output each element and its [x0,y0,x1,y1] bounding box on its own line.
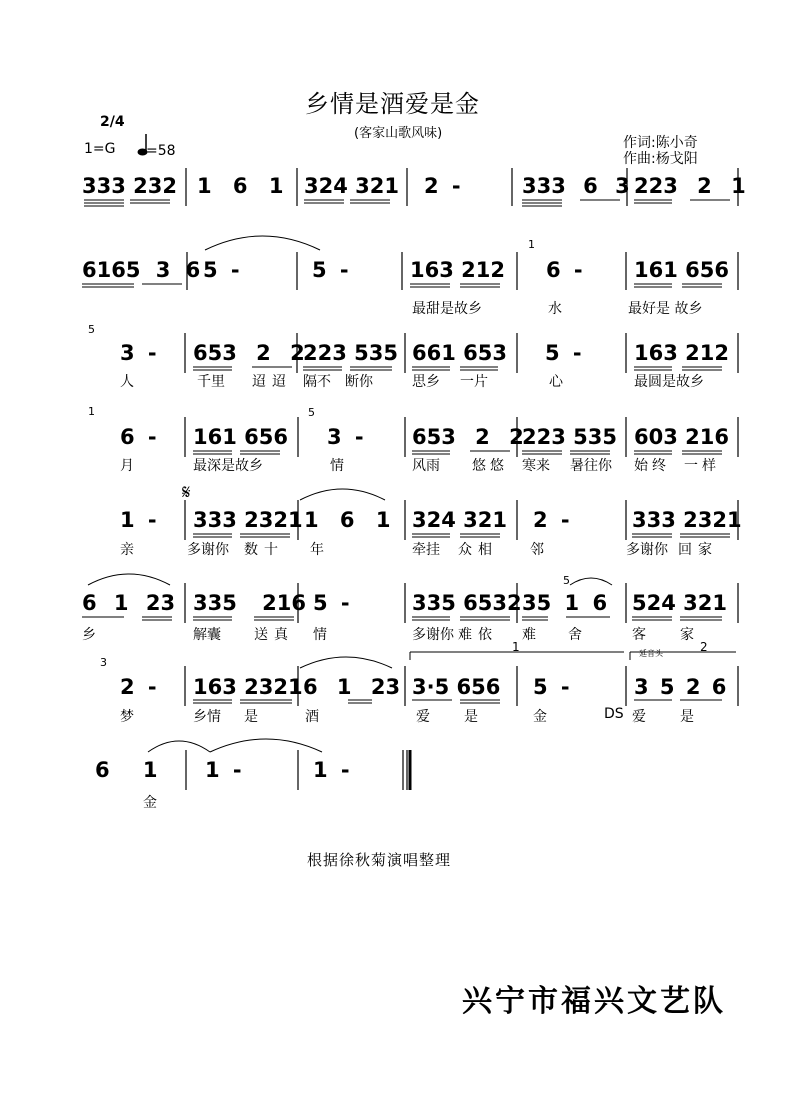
lyric: 始终 [634,458,670,474]
time-signature: 2/4 [100,114,125,130]
lyric: 情 [313,627,327,643]
measure-30: 333 2321 [632,508,742,532]
lyric: 爱 [632,709,646,725]
lyric: 一片 [460,374,488,390]
volta-first-label: 1 [512,640,520,654]
lyric: 回家 [678,542,718,558]
grace-note: 5 [308,406,315,419]
lyric: 梦 [120,709,134,725]
measure-42: 3 5 2 6 [634,675,727,699]
measure-17: 5 - [545,341,582,365]
measure-13: 3 - [120,341,157,365]
measure-43: 6 1 [95,758,158,782]
measure-45: 1 - [313,758,350,782]
lyricist-credit: 作词:陈小奇 [623,135,698,151]
lyric: 迢迢 [252,374,292,390]
lyric: 断你 [345,374,373,390]
measure-20: 161 656 [193,425,288,449]
measure-28: 324 321 [412,508,507,532]
lyric: 年 [310,542,324,558]
lyric: 众相 [458,542,498,558]
measure-26: 333 2321 [193,508,303,532]
lyric: 客 [632,627,646,643]
composer-credit: 作曲:杨戈阳 [623,151,698,167]
measure-11: 6 - [546,258,583,282]
lyric: 最好是 故乡 [628,301,703,317]
measure-41: 5 - [533,675,570,699]
lyric: 家 [680,627,694,643]
lyric: 最甜是故乡 [412,301,482,317]
measure-29: 2 - [533,508,570,532]
lyric: 难依 [458,627,498,643]
lyric: 是 [464,709,478,725]
lyric: 金 [143,795,157,811]
measure-16: 661 653 [412,341,507,365]
measure-44: 1 - [205,758,242,782]
slur [210,739,322,752]
lyric: 难 [522,627,536,643]
measure-34: 335 6532 [412,591,522,615]
lyric: 寒来 [522,458,550,474]
measure-24: 603 216 [634,425,729,449]
measure-7: 6165 3 6 [82,258,201,282]
lyric: 千里 [197,374,225,390]
lyric: 心 [549,374,563,390]
measure-14: 653 2 2 [193,341,305,365]
measure-10: 163 212 [410,258,505,282]
measure-36: 524 321 [632,591,727,615]
lyric: 最圆是故乡 [634,374,704,390]
measure-37: 2 - [120,675,157,699]
lyric: 多谢你 [412,627,454,643]
slur [148,741,210,752]
lyric: 乡情 [193,709,221,725]
grace-note: 1 [88,405,95,418]
lyric: 舍 [568,627,582,643]
lyric: 亲 [120,542,134,558]
lyric: 数十 [244,542,284,558]
measure-32: 335 216 [193,591,306,615]
arrangement-credit: 根据徐秋菊演唱整理 [307,851,452,869]
measure-38: 163 2321 [193,675,303,699]
measure-35: 35 1 6 [522,591,608,615]
measure-25: 1 - [120,508,157,532]
group-name: 兴宁市福兴文艺队 [462,984,726,1019]
lyric: 风雨 [412,458,440,474]
lyric: 解囊 [193,627,221,643]
measure-1: 333 232 [82,174,177,198]
lyric: 是 [244,709,258,725]
lyric: 是 [680,709,694,725]
measure-22: 653 2 2 [412,425,524,449]
lyric: 悠悠 [472,458,508,474]
measure-21: 3 - [327,425,364,449]
song-subtitle: (客家山歌风味) [354,126,443,141]
slur [300,489,385,500]
volta-second-text: 延音头 [639,649,663,658]
lyric: 水 [548,301,562,317]
key-signature: 1=G [84,141,116,157]
measure-18: 163 212 [634,341,729,365]
lyric: 乡 [82,627,96,643]
measure-2: 1 6 1 [197,174,284,198]
measure-9: 5 - [312,258,349,282]
lyric: 邻 [530,542,544,558]
segno-icon: 𝄋 [182,480,191,504]
grace-note: 5 [88,323,95,336]
measure-15: 223 535 [303,341,398,365]
tempo-marking: =58 [146,143,176,159]
lyric: 金 [533,709,547,725]
measure-12: 161 656 [634,258,729,282]
measure-5: 333 6 3 [522,174,630,198]
lyric: 人 [120,374,134,390]
measure-8: 5 - [203,258,240,282]
lyric: 酒 [305,709,319,725]
measure-40: 3·5 656 [412,675,501,699]
measure-3: 324 321 [304,174,399,198]
slur [205,236,320,250]
lyric: 多谢你 [626,542,668,558]
lyric: 隔不 [303,374,331,390]
slur [300,657,392,668]
lyric: 送真 [254,627,294,643]
lyric: 多谢你 [187,542,229,558]
lyric: 月 [120,458,134,474]
slur [88,574,170,585]
slur [570,578,612,585]
grace-note: 3 [100,656,107,669]
measure-19: 6 - [120,425,157,449]
lyric: 牵挂 [412,542,440,558]
lyric: 最深是故乡 [193,458,263,474]
grace-note: 1 [528,238,535,251]
lyric: 暑往你 [570,458,612,474]
measure-33: 5 - [313,591,350,615]
measure-4: 2 - [424,174,461,198]
lyric: 爱 [416,709,430,725]
measure-31: 6 1 23 [82,591,176,615]
volta-second-label: 2 [700,640,708,654]
lyric: 情 [330,458,344,474]
grace-note: 5 [563,574,570,587]
measure-23: 223 535 [522,425,617,449]
lyric: 思乡 [412,374,440,390]
lyric: 一样 [684,458,720,474]
measure-39: 6 1 23 [303,675,401,699]
ds-marking: DS [604,706,624,722]
song-title: 乡情是酒爱是金 [305,90,480,118]
measure-6: 223 2 1 [634,174,746,198]
measure-27: 1 6 1 [304,508,391,532]
